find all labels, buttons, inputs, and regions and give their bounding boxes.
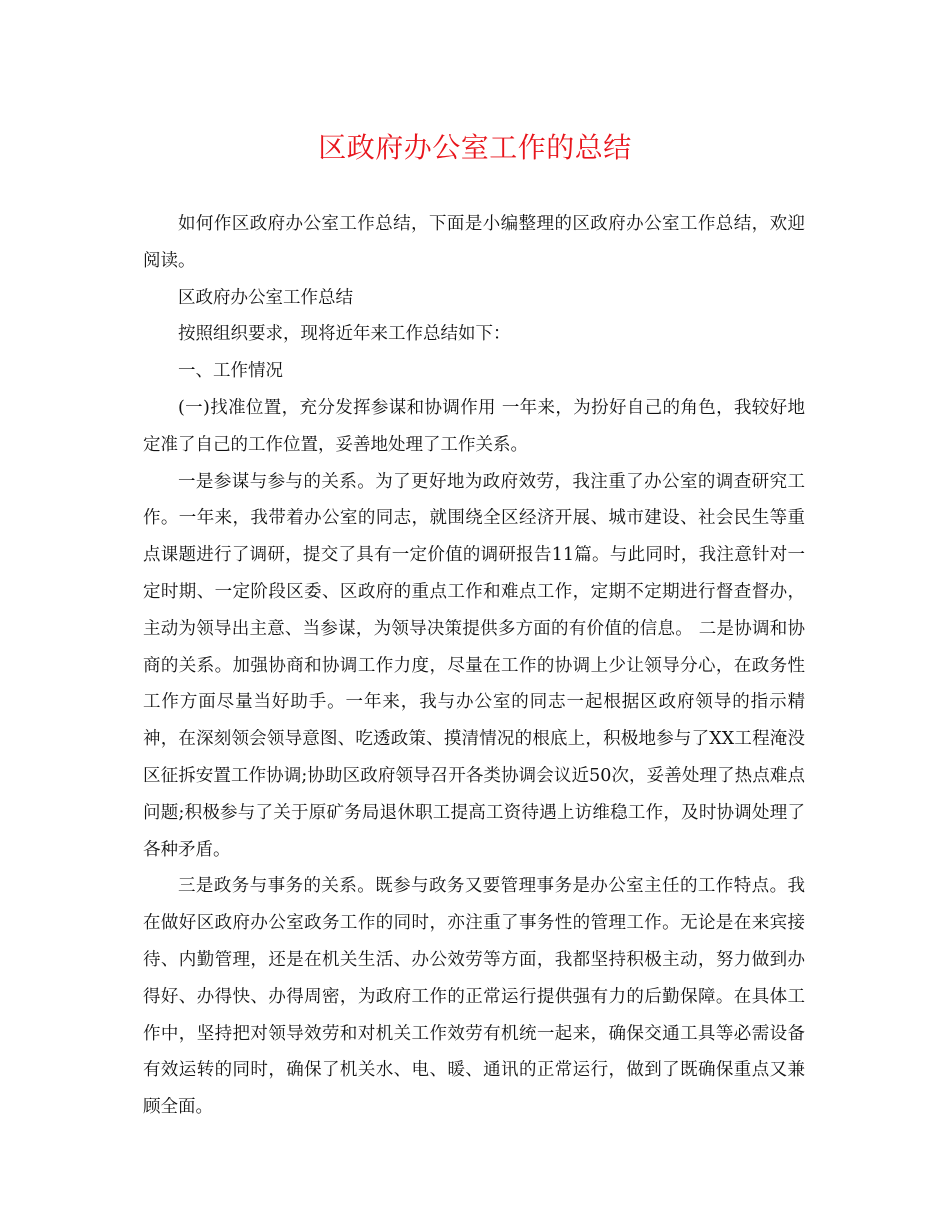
paragraph-positioning: (一)找准位置，充分发挥参谋和协调作用 一年来，为扮好自己的角色，我较好地定准了自己的工作位置，妥善地处理了工作关系。 bbox=[143, 397, 805, 455]
paragraph-affairs-management: 三是政务与事务的关系。既参与政务又要管理事务是办公室主任的工作特点。我在做好区政府办公室政务工作的同时，亦注重了事务性的管理工作。无论是在来宾接待、内勤管理，还是在机关生活、办公效劳等方面，我都坚持积极主动，努力做到办得好、办得快、办得周密，为政府工作的正常运行提供强有力的后勤保障。在具体工作中，坚持把对领导效劳和对机关工作效劳有机统一起来，确保交通工具等必需设备有效运转的同时，确保了机关水、电、暖、通讯的正常运行，做到了既确保重点又兼顾全面。 bbox=[143, 876, 805, 1118]
paragraph-intro: 如何作区政府办公室工作总结，下面是小编整理的区政府办公室工作总结，欢迎阅读。 bbox=[143, 214, 805, 271]
paragraph-advisory-coordination: 一是参谋与参与的关系。为了更好地为政府效劳，我注重了办公室的调查研究工作。一年来，我带着办公室的同志，就围绕全区经济开展、城市建设、社会民生等重点课题进行了调研，提交了具有一定价值的调研报告11篇。与此同时，我注意针对一定时期、一定阶段区委、区政府的重点工作和难点工作，定期不定期进行督查督办，主动为领导出主意、当参谋，为领导决策提供多方面的有价值的信息。 二是协调和协商的关系。加强协商和协调工作力度，尽量在工作的协调上少让领导分心，在政务性工作方面尽量当好助手。一年来，我与办公室的同志一起根据区政府领导的指示精神，在深刻领会领导意图、吃透政策、摸清情况的根底上，积极地参与了XX工程淹没区征拆安置工作协调;协助区政府领导召开各类协调会议近50次，妥善处理了热点难点问题;积极参与了关于原矿务局退休职工提高工资待遇上访维稳工作，及时协调处理了各种矛盾。 bbox=[143, 471, 805, 860]
document-body bbox=[143, 206, 805, 1126]
document-title: 区政府办公室工作的总结 bbox=[318, 131, 632, 164]
section-heading-work-status: 一、工作情况 bbox=[178, 361, 283, 382]
paragraph-preface: 按照组织要求，现将近年来工作总结如下： bbox=[178, 324, 511, 345]
paragraph-subtitle: 区政府办公室工作总结 bbox=[178, 287, 353, 308]
